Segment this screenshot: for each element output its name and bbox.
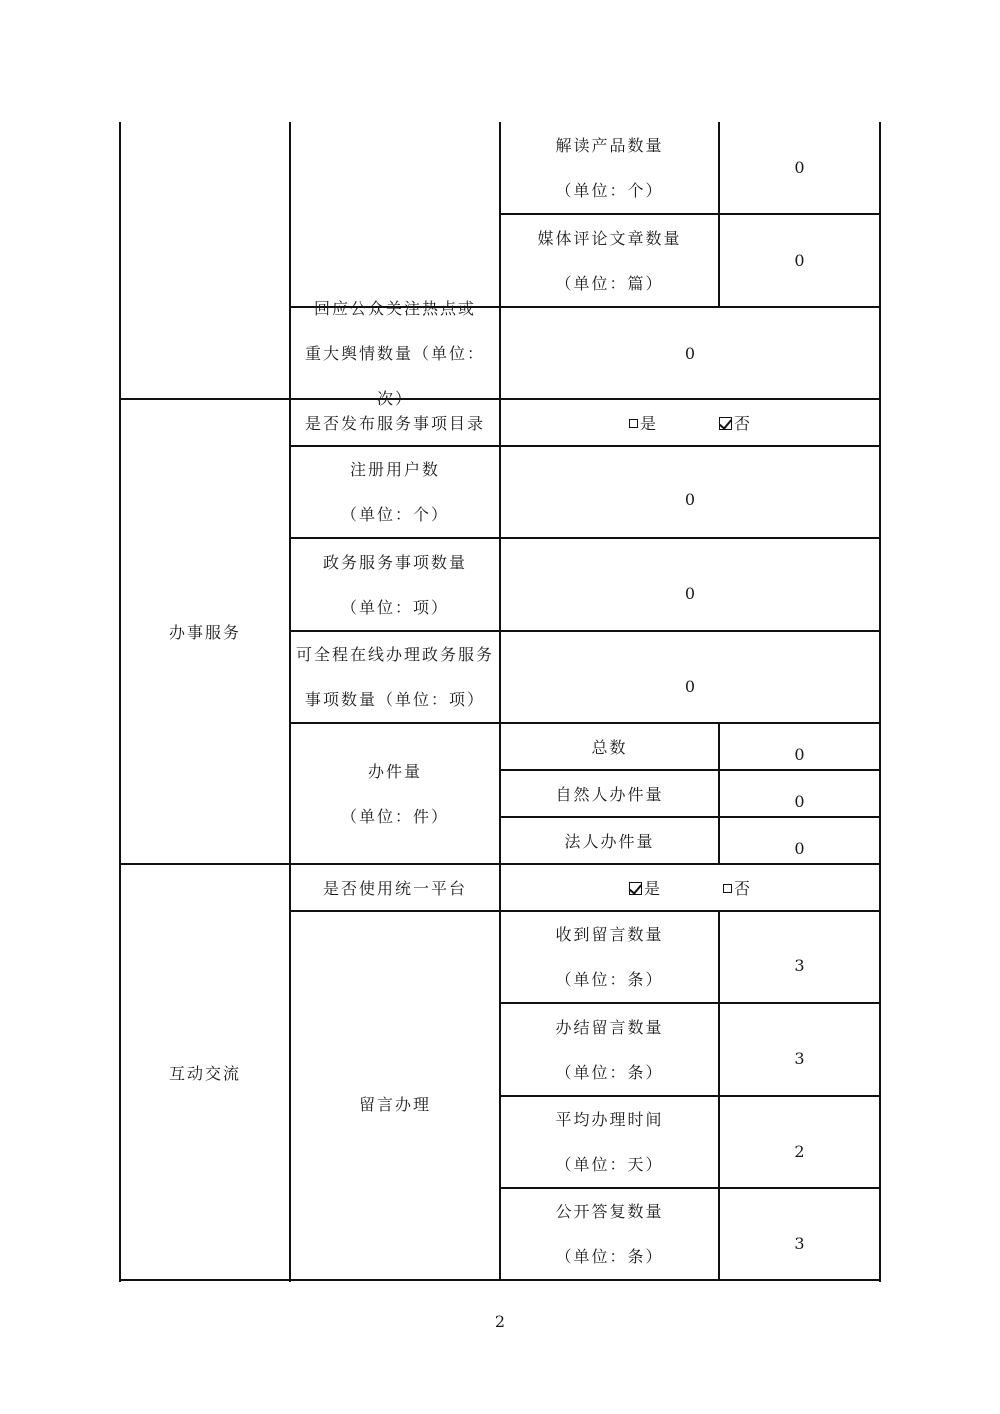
page-number: 2 (494, 1312, 506, 1331)
label-line: 媒体评论文章数量 (537, 228, 682, 248)
option-label: 否 (734, 414, 752, 433)
cases-total-label: 总数 (591, 738, 628, 757)
public-concern-response-value: 0 (684, 343, 696, 363)
option-label: 否 (734, 879, 752, 898)
message-handling-label: 留言办理 (358, 1095, 431, 1114)
catalog-yes-option[interactable] (629, 411, 657, 434)
cases-label (291, 724, 499, 863)
messages-received-value: 3 (794, 955, 805, 975)
cases-legal-person-label: 法人办件量 (564, 832, 655, 851)
catalog-published-options (501, 400, 879, 445)
unchecked-box-icon[interactable] (723, 884, 732, 893)
label-line: 政务服务事项数量 (322, 552, 467, 572)
label-unit: （单位：条） (555, 1062, 664, 1082)
label-unit: （单位：条） (555, 1247, 664, 1266)
interpretation-count-label (501, 122, 718, 213)
service-items-value: 0 (684, 583, 696, 603)
average-handling-time-label (501, 1097, 718, 1187)
catalog-no-option[interactable] (719, 411, 751, 434)
label-line: 平均办理时间 (555, 1110, 664, 1129)
media-review-count-value: 0 (794, 251, 805, 270)
interpretation-count-value: 0 (794, 158, 805, 177)
option-label: 是 (639, 414, 657, 433)
average-handling-time-value: 2 (794, 1141, 805, 1161)
label-line: 公开答复数量 (555, 1202, 664, 1221)
service-section-title: 办事服务 (168, 623, 241, 642)
label-unit: （单位：项） (340, 597, 449, 617)
label-unit: （单位：件） (340, 806, 449, 826)
option-label: 是 (643, 879, 661, 898)
label-unit: （单位：篇） (555, 273, 664, 293)
label-line: 注册用户数 (349, 460, 440, 479)
public-replies-label (501, 1189, 718, 1279)
checked-box-icon[interactable] (629, 882, 642, 895)
cases-total-value: 0 (794, 744, 805, 764)
unchecked-box-icon[interactable] (629, 419, 638, 428)
online-items-label (291, 632, 499, 722)
registered-users-label (291, 447, 499, 537)
label-line: 收到留言数量 (555, 925, 664, 944)
unified-platform-options (501, 865, 879, 910)
cases-natural-person-value: 0 (794, 791, 805, 811)
label-line: 事项数量（单位：项） (304, 690, 485, 709)
label-line: 可全程在线办理政务服务 (295, 645, 494, 664)
label-unit: （单位：条） (555, 970, 664, 989)
platform-no-option[interactable] (723, 876, 751, 899)
label-unit: （单位：个） (555, 180, 664, 200)
interaction-section-title: 互动交流 (168, 1063, 241, 1083)
label-line: 办件量 (367, 761, 422, 781)
checked-box-icon[interactable] (719, 417, 732, 430)
label-line: 解读产品数量 (555, 135, 664, 155)
messages-received-label (501, 912, 718, 1002)
public-replies-value: 3 (794, 1233, 805, 1253)
label-line: 重大舆情数量（单位：次） (304, 343, 485, 408)
label-unit: （单位：个） (340, 505, 449, 524)
unified-platform-label: 是否使用统一平台 (322, 879, 467, 898)
media-review-count-label (501, 215, 718, 306)
registered-users-value: 0 (684, 490, 696, 509)
online-items-value: 0 (684, 676, 696, 696)
label-line: 回应公众关注热点或 (313, 298, 476, 318)
messages-concluded-value: 3 (794, 1048, 805, 1068)
label-unit: （单位：天） (555, 1155, 664, 1174)
service-items-label (291, 539, 499, 630)
messages-concluded-label (501, 1004, 718, 1095)
label-line: 办结留言数量 (555, 1017, 664, 1037)
cases-legal-person-value: 0 (794, 839, 805, 858)
cases-natural-person-label: 自然人办件量 (555, 785, 664, 804)
platform-yes-option[interactable] (629, 876, 661, 899)
grid-line (879, 122, 881, 1282)
catalog-published-label: 是否发布服务事项目录 (304, 414, 485, 433)
public-concern-response-label (291, 298, 499, 408)
